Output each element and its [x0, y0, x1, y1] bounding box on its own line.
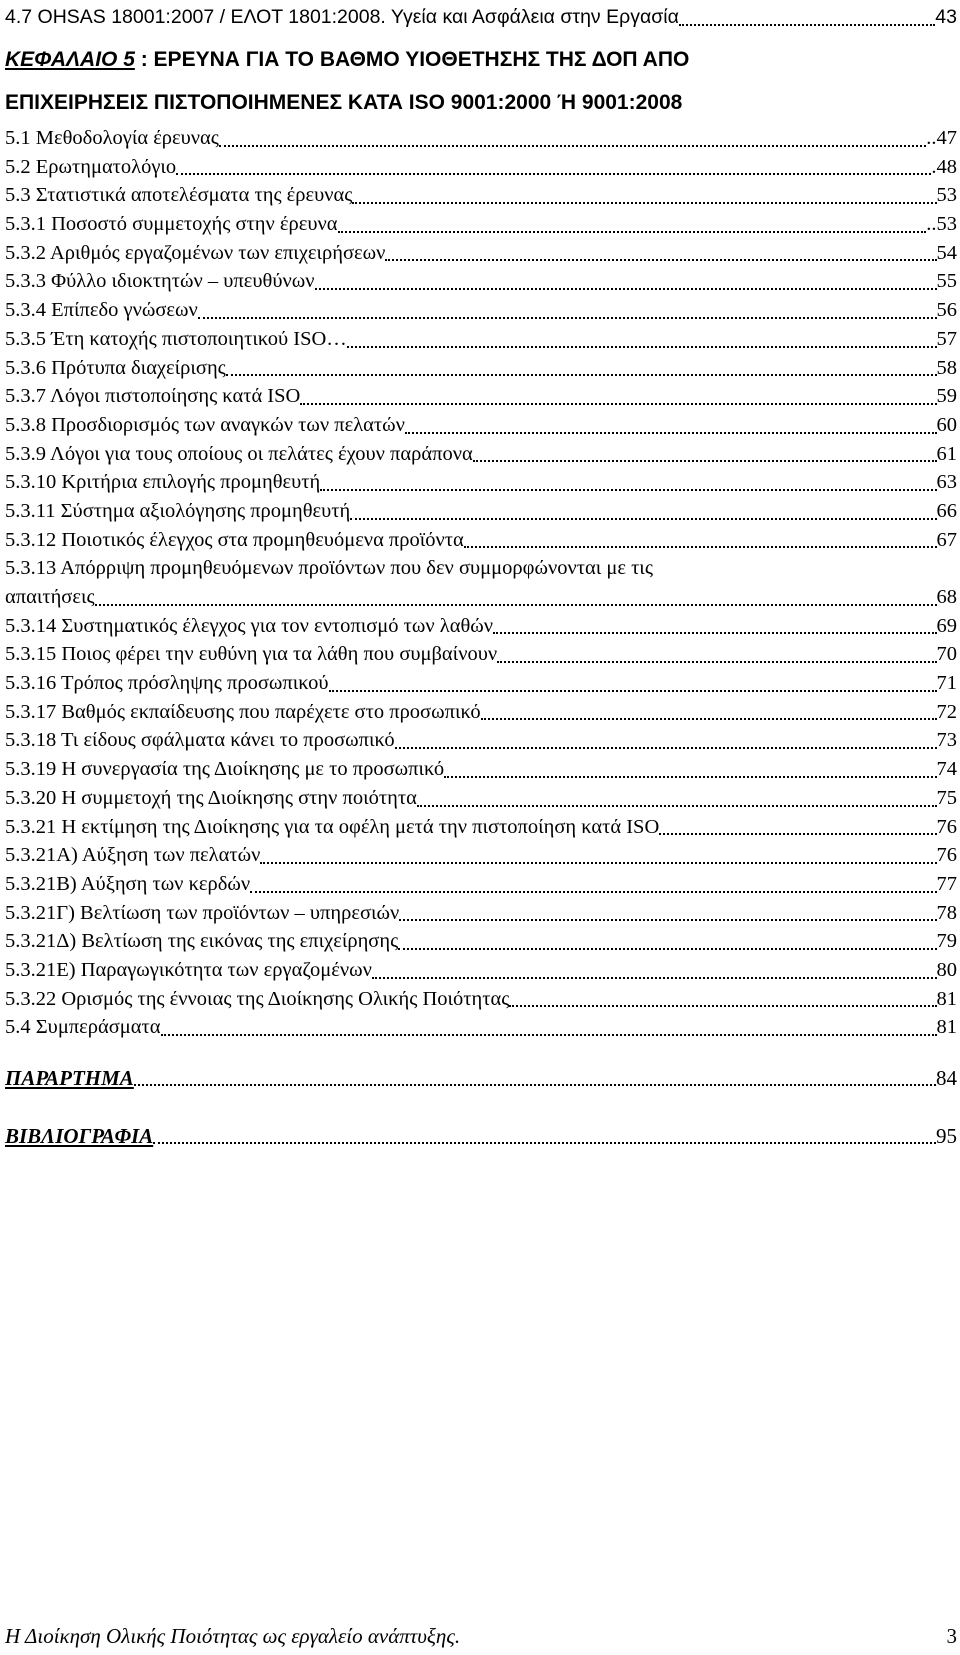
toc-entry-title: 5.3.1 Ποσοστό συμμετοχής στην έρευνα — [5, 213, 338, 236]
toc-entry-page: 78 — [936, 901, 957, 924]
toc-entry-page: 68 — [936, 586, 957, 609]
dot-leader — [464, 545, 937, 548]
toc-entry-appendix[interactable] — [5, 1064, 957, 1092]
toc-entry-page: 43 — [935, 6, 957, 28]
dot-leader — [315, 287, 937, 290]
toc-entry[interactable] — [5, 870, 957, 899]
toc-entry-title: 5.3.15 Ποιος φέρει την ευθύνη για τα λάθη που συμβαίνουν — [5, 643, 498, 666]
toc-entry-title: 5.3.22 Ορισμός της έννοιας της Διοίκησης Ολικής Ποιότητας — [5, 987, 510, 1010]
dot-leader — [481, 717, 937, 720]
toc-entry-title: 5.3.10 Κριτήρια επιλογής προμηθευτή — [5, 471, 321, 494]
dot-leader — [320, 488, 936, 491]
toc-entry-page: 55 — [936, 270, 957, 293]
toc-entry-title: 5.3.21 Η εκτίμηση της Διοίκησης για τα οφέλη μετά την πιστοποίηση κατά ISO — [5, 815, 660, 838]
toc-entry-page: 76 — [936, 844, 957, 867]
toc-entry[interactable] — [5, 382, 957, 411]
chapter-heading — [5, 38, 957, 124]
dot-leader — [659, 832, 936, 835]
toc-entry[interactable] — [5, 899, 957, 928]
toc-entry[interactable] — [5, 239, 957, 268]
dot-leader — [679, 23, 935, 26]
toc-entry-page: 81 — [936, 1016, 957, 1039]
toc-entry-wrapped[interactable] — [5, 554, 957, 611]
toc-entry-page: ..53 — [926, 213, 957, 236]
toc-entry-page: 56 — [936, 299, 957, 322]
dot-leader — [444, 775, 936, 778]
toc-entry[interactable] — [5, 296, 957, 325]
appendix-page: 84 — [936, 1066, 957, 1091]
toc-entry-title: 5.3.21Β) Αύξηση των κερδών — [5, 872, 251, 895]
table-of-contents — [5, 2, 957, 1150]
toc-entry-page: 63 — [936, 471, 957, 494]
toc-entry-title: 5.3.6 Πρότυπα διαχείρισης — [5, 356, 226, 379]
toc-entry-page: 73 — [936, 729, 957, 752]
dot-leader — [350, 517, 936, 520]
dot-leader — [134, 1083, 936, 1086]
dot-leader — [329, 689, 937, 692]
toc-entry-title: 5.3 Στατιστικά αποτελέσματα της έρευνας — [5, 184, 353, 207]
toc-entry[interactable] — [5, 210, 957, 239]
page-footer — [5, 1622, 957, 1650]
dot-leader — [352, 201, 936, 204]
toc-entry-page: ..47 — [926, 127, 957, 149]
dot-leader — [493, 631, 936, 634]
chapter-label: ΚΕΦΑΛΑΙΟ 5 — [5, 48, 135, 71]
toc-entry[interactable] — [5, 181, 957, 210]
toc-entry-title: 5.3.14 Συστηματικός έλεγχος για τον εντοπισμό των λαθών — [5, 614, 494, 637]
toc-entry-title: 5.3.21Α) Αύξηση των πελατών — [5, 844, 261, 867]
dot-leader — [300, 402, 936, 405]
dot-leader — [176, 172, 931, 175]
toc-entry[interactable] — [5, 267, 957, 296]
toc-entry-page: 53 — [936, 184, 957, 207]
toc-entry[interactable] — [5, 726, 957, 755]
toc-entry[interactable] — [5, 325, 957, 354]
toc-entry-title: 5.3.7 Λόγοι πιστοποίησης κατά ISO — [5, 385, 301, 408]
toc-entry-title: 5.3.5 Έτη κατοχής πιστοποιητικού ISO… — [5, 327, 347, 350]
toc-entry-page: .48 — [931, 155, 957, 178]
dot-leader — [405, 431, 937, 434]
chapter-title-line1: : ΕΡΕΥΝΑ ΓΙΑ ΤΟ ΒΑΘΜΟ ΥΙΟΘΕΤΗΣΗΣ ΤΗΣ ΔΟΠ ΑΠΟ — [134, 48, 690, 71]
dot-leader — [395, 746, 937, 749]
dot-leader — [153, 1141, 936, 1144]
dot-leader — [347, 345, 937, 348]
dot-leader — [509, 1004, 936, 1007]
toc-entry-page: 74 — [936, 758, 957, 781]
dot-leader — [226, 373, 937, 376]
toc-entry-title: 5.3.3 Φύλλο ιδιοκτητών – υπευθύνων — [5, 270, 315, 293]
toc-entry[interactable] — [5, 784, 957, 813]
toc-entry-page: 54 — [936, 241, 957, 264]
toc-entry-page: 77 — [936, 872, 957, 895]
toc-entry-title-line2: απαιτήσεις — [5, 586, 95, 609]
toc-entry-title: 5.1 Μεθοδολογία έρευνας — [5, 127, 219, 149]
toc-entry-page: 75 — [936, 786, 957, 809]
dot-leader — [95, 603, 937, 606]
toc-entry-title: 4.7 OHSAS 18001:2007 / ΕΛΟΤ 1801:2008. Υγεία και Ασφάλεια στην Εργασία — [5, 6, 679, 28]
toc-entry[interactable] — [5, 497, 957, 526]
toc-entry-title-line1: 5.3.13 Απόρριψη προμηθευόμενων προϊόντων που δεν συμμορφώνονται με τις — [5, 557, 653, 580]
toc-entry-title: 5.3.12 Ποιοτικός έλεγχος στα προμηθευόμενα προϊόντα — [5, 528, 464, 551]
toc-entry-page: 81 — [936, 987, 957, 1010]
toc-entry-title: 5.3.2 Αριθμός εργαζομένων των επιχειρήσεων — [5, 241, 386, 264]
toc-entry-title: 5.3.4 Επίπεδο γνώσεων — [5, 299, 198, 322]
toc-entry[interactable] — [5, 669, 957, 698]
toc-entry[interactable] — [5, 612, 957, 641]
dot-leader — [161, 1033, 937, 1036]
toc-entry[interactable] — [5, 956, 957, 985]
toc-entry[interactable] — [5, 411, 957, 440]
toc-entry[interactable] — [5, 640, 957, 669]
toc-entry[interactable] — [5, 841, 957, 870]
toc-entry-page: 70 — [936, 643, 957, 666]
toc-entry-title: 5.3.8 Προσδιορισμός των αναγκών των πελατών — [5, 413, 405, 436]
toc-entry-title: 5.3.11 Σύστημα αξιολόγησης προμηθευτή — [5, 499, 351, 522]
toc-entry[interactable] — [5, 153, 957, 182]
toc-entry-title: 5.3.20 Η συμμετοχή της Διοίκησης στην ποιότητα — [5, 786, 417, 809]
bibliography-page: 95 — [936, 1124, 957, 1149]
toc-entries-group-b — [5, 612, 957, 1042]
toc-entry[interactable] — [5, 354, 957, 383]
dot-leader — [250, 890, 936, 893]
toc-entry-title: 5.2 Ερωτηματολόγιο — [5, 155, 177, 178]
toc-entry-title: 5.3.16 Τρόπος πρόσληψης προσωπικού — [5, 672, 329, 695]
toc-entry-title: 5.3.21Δ) Βελτίωση της εικόνας της επιχείρησης — [5, 930, 399, 953]
footer-text: Η Διοίκηση Ολικής Ποιότητας ως εργαλείο ανάπτυξης. — [5, 1624, 461, 1648]
toc-entry[interactable] — [5, 813, 957, 842]
toc-entry-title: 5.3.9 Λόγοι για τους οποίους οι πελάτες έχουν παράπονα — [5, 442, 473, 465]
toc-entry-page: 61 — [936, 442, 957, 465]
appendix-title: ΠΑΡΑΡΤΗΜΑ — [5, 1066, 134, 1091]
toc-entry-page: 80 — [936, 958, 957, 981]
toc-entry[interactable] — [5, 468, 957, 497]
toc-entry-page: 58 — [936, 356, 957, 379]
dot-leader — [473, 459, 937, 462]
dot-leader — [417, 804, 937, 807]
toc-entry-title: 5.3.21Ε) Παραγωγικότητα των εργαζομένων — [5, 958, 372, 981]
toc-entry-page: 72 — [936, 700, 957, 723]
toc-entry-page: 71 — [936, 672, 957, 695]
dot-leader — [198, 316, 937, 319]
toc-entry[interactable] — [5, 526, 957, 555]
dot-leader — [372, 976, 937, 979]
toc-entry[interactable] — [5, 440, 957, 469]
toc-entries-group-a — [5, 124, 957, 554]
toc-entry[interactable] — [5, 985, 957, 1014]
dot-leader — [385, 258, 936, 261]
toc-entry-page: 67 — [936, 528, 957, 551]
footer-page-number: 3 — [946, 1624, 957, 1648]
toc-entry-page: 57 — [936, 327, 957, 350]
toc-entry-title: 5.4 Συμπεράσματα — [5, 1016, 161, 1039]
dot-leader — [399, 918, 936, 921]
toc-entry-title: 5.3.18 Τι είδους σφάλματα κάνει το προσωπικό — [5, 729, 395, 752]
dot-leader — [497, 660, 936, 663]
toc-entry-page: 59 — [936, 385, 957, 408]
toc-entry-bibliography[interactable] — [5, 1122, 957, 1150]
toc-entry[interactable] — [5, 927, 957, 956]
toc-entry[interactable] — [5, 698, 957, 727]
toc-entry-page: 60 — [936, 413, 957, 436]
toc-entry-title: 5.3.19 Η συνεργασία της Διοίκησης με το προσωπικό — [5, 758, 445, 781]
toc-entry-page: 76 — [936, 815, 957, 838]
toc-entry-page: 66 — [936, 499, 957, 522]
dot-leader — [338, 230, 927, 233]
toc-entry-page: 69 — [936, 614, 957, 637]
toc-entry-page: 79 — [936, 930, 957, 953]
dot-leader — [219, 144, 926, 147]
bibliography-title: ΒΙΒΛΙΟΓΡΑΦΙΑ — [5, 1124, 154, 1149]
dot-leader — [260, 861, 936, 864]
chapter-title-line2: ΕΠΙΧΕΙΡΗΣΕΙΣ ΠΙΣΤΟΠΟΙΗΜΕΝΕΣ ΚΑΤΑ ISO 9001:2000 Ή 9001:2008 — [5, 91, 683, 114]
dot-leader — [398, 947, 936, 950]
toc-entry[interactable] — [5, 755, 957, 784]
toc-entry-4-7[interactable] — [5, 2, 957, 32]
toc-entry[interactable] — [5, 1013, 957, 1042]
toc-entry[interactable] — [5, 124, 957, 153]
toc-entry-title: 5.3.17 Βαθμός εκπαίδευσης που παρέχετε στο προσωπικό — [5, 700, 481, 723]
toc-entry-title: 5.3.21Γ) Βελτίωση των προϊόντων – υπηρεσιών — [5, 901, 400, 924]
